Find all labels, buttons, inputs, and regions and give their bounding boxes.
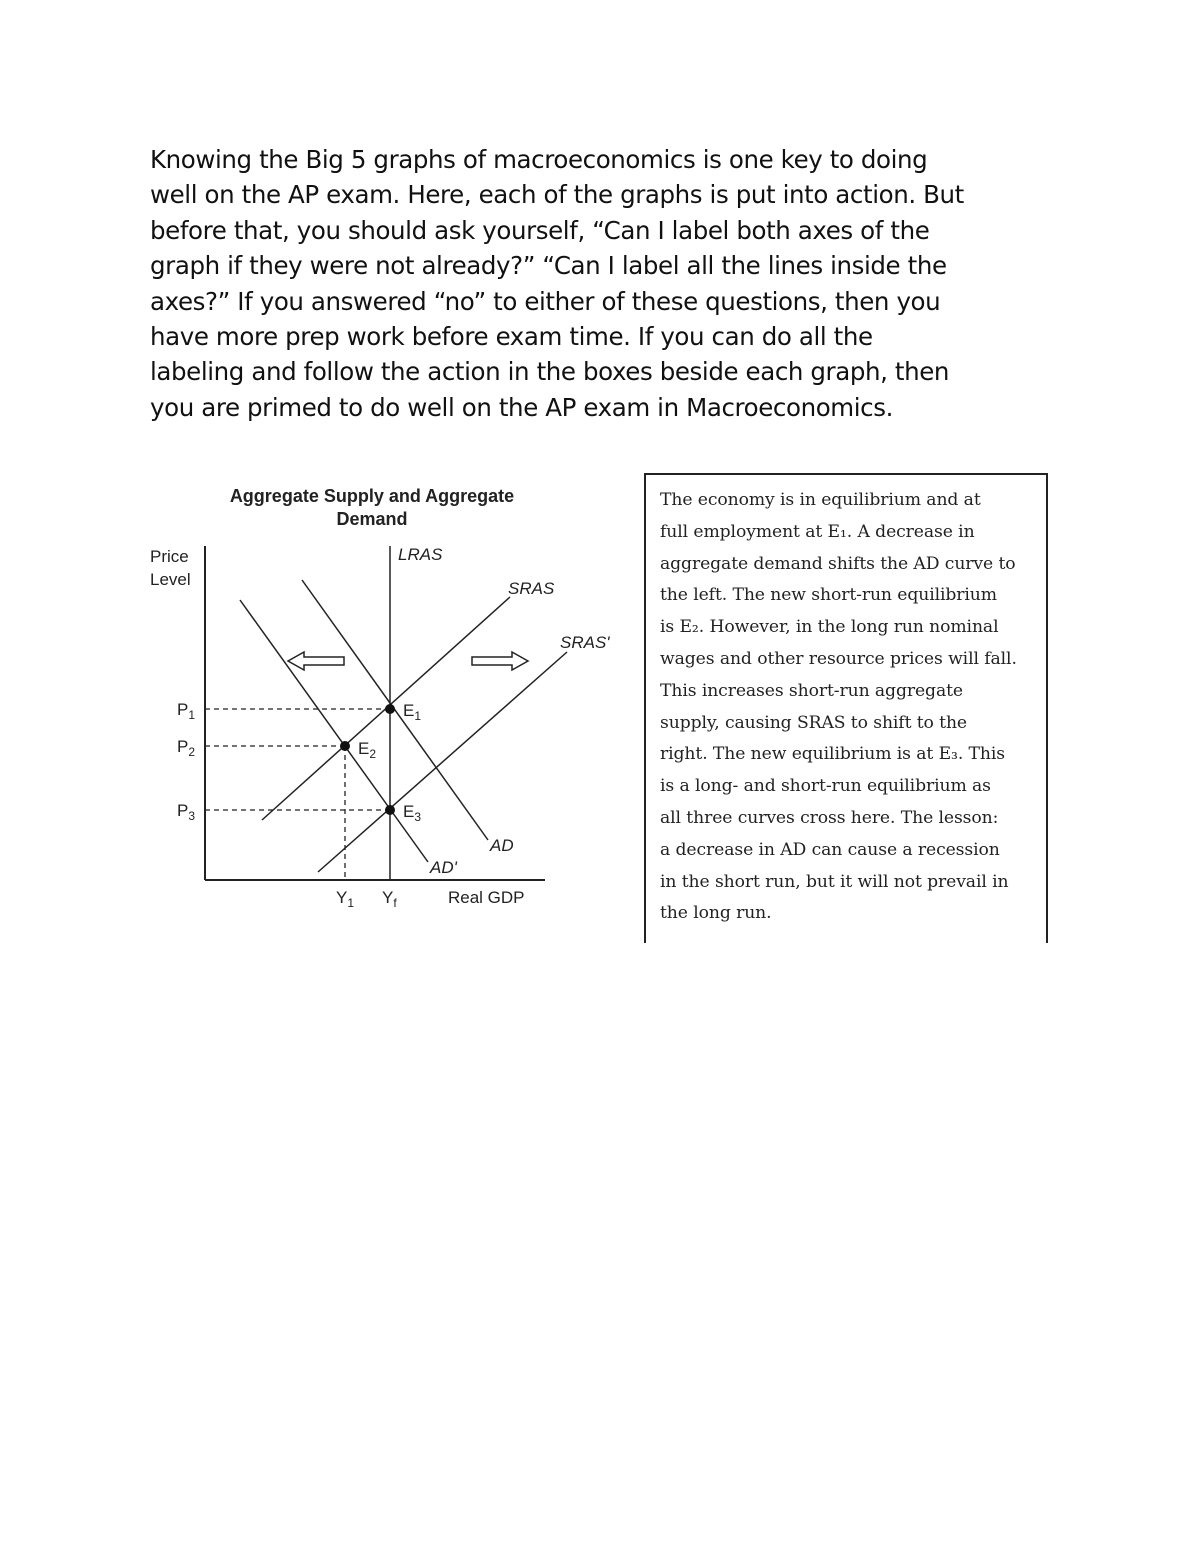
- explanation-line: is a long- and short-run equilibrium as: [660, 776, 991, 797]
- explanation-line: wages and other resource prices will fall.: [660, 648, 1017, 669]
- lras-label: LRAS: [398, 545, 443, 564]
- intro-line: graph if they were not already?” “Can I label all the lines inside the: [150, 251, 947, 281]
- explanation-line: The economy is in equilibrium and at: [660, 490, 981, 510]
- y-axis-label-line1: Price: [150, 547, 189, 566]
- x-axis-label: Real GDP: [448, 888, 525, 907]
- e1-label: $E_1$: [403, 701, 422, 723]
- intro-line: axes?” If you answered “no” to either of these questions, then you: [150, 286, 941, 316]
- ad-as-graph: [140, 475, 630, 915]
- y-axis-label-line2: Level: [150, 570, 191, 589]
- sras-label: SRAS: [508, 579, 555, 598]
- explanation-line: all three curves cross here. The lesson:: [660, 807, 999, 828]
- explanation-line: is E₂. However, in the long run nominal: [660, 617, 999, 638]
- intro-line: Knowing the Big 5 graphs of macroeconomics is one key to doing: [150, 145, 928, 174]
- p1-label: $P_1$: [177, 700, 196, 722]
- intro-line: you are primed to do well on the AP exam in Macroeconomics.: [150, 392, 893, 422]
- intro-line: labeling and follow the action in the boxes beside each graph, then: [150, 357, 950, 387]
- ad-prime-curve: [240, 600, 428, 862]
- right-arrow-icon: [472, 652, 528, 670]
- ad-as-diagram: [140, 475, 630, 915]
- ad-prime-label: AD': [430, 858, 457, 877]
- intro-paragraph: [150, 142, 1060, 425]
- y1-label: $Y_1$: [336, 888, 355, 910]
- explanation-line: in the short run, but it will not prevail in: [660, 871, 1009, 892]
- p2-label: $P_2$: [177, 737, 196, 759]
- intro-line: have more prep work before exam time. If you can do all the: [150, 322, 873, 352]
- sras-prime-label: SRAS': [560, 633, 610, 652]
- graph-title-line2: Demand: [336, 509, 408, 529]
- explanation-line: This increases short-run aggregate: [660, 680, 963, 701]
- graph-title-line1: Aggregate Supply and Aggregate: [229, 486, 515, 506]
- ad-curve: [302, 580, 488, 840]
- explanation-line: the long run.: [660, 903, 772, 924]
- e2-label: $E_2$: [358, 739, 377, 761]
- explanation-line: supply, causing SRAS to shift to the: [660, 712, 968, 733]
- explanation-line: the left. The new short-run equilibrium: [660, 585, 997, 606]
- explanation-line: a decrease in AD can cause a recession: [660, 839, 1000, 860]
- yf-label: $Y_f$: [382, 888, 397, 910]
- e1-point: [385, 704, 395, 714]
- intro-line: before that, you should ask yourself, “Can I label both axes of the: [150, 215, 930, 245]
- left-arrow-icon: [288, 652, 344, 670]
- intro-line: well on the AP exam. Here, each of the graphs is put into action. But: [150, 180, 964, 210]
- e3-point: [385, 805, 395, 815]
- explanation-line: aggregate demand shifts the AD curve to: [660, 553, 1016, 574]
- explanation-line: right. The new equilibrium is at E₃. This: [660, 744, 1005, 765]
- ad-label: AD: [490, 836, 514, 855]
- explanation-line: full employment at E₁. A decrease in: [660, 521, 975, 542]
- explanation-box: [644, 473, 1048, 943]
- e3-label: $E_3$: [403, 802, 422, 824]
- p3-label: $P_3$: [177, 801, 196, 823]
- e2-point: [340, 741, 350, 751]
